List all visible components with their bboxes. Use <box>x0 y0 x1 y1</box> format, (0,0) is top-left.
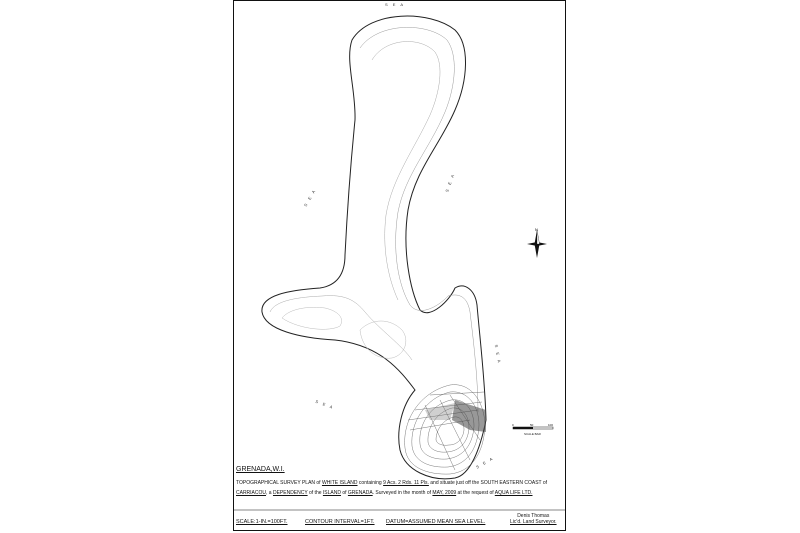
desc-island-word: ISLAND <box>322 490 341 496</box>
desc-text: of the <box>307 490 323 496</box>
desc-text: TOPOGRAPHICAL SURVEY PLAN of <box>236 480 322 486</box>
contour-line <box>372 42 440 300</box>
surveyor-name: Denis Thomas <box>517 513 550 519</box>
footer-datum-text: DATUM=ASSUMED MEAN SEA LEVEL. <box>386 519 486 525</box>
footer-contour <box>305 519 375 525</box>
contour-line <box>360 27 478 412</box>
hill-shading <box>425 403 455 420</box>
desc-text: and situate just off the SOUTH EASTERN COAST of <box>428 480 548 486</box>
surveyor-title: Lic'd. Land Surveyor. <box>510 519 557 525</box>
scale-tick-label: 0 <box>512 423 514 427</box>
sea-label: S E A <box>444 172 456 193</box>
sea-label: S E A <box>475 455 495 470</box>
contour-line <box>360 321 406 358</box>
sea-label: S E A <box>493 344 503 365</box>
footer-scale <box>236 519 288 525</box>
map-title: GRENADA,W.I. <box>236 466 285 473</box>
scale-bar <box>513 427 553 429</box>
desc-client: AQUA LIFE LTD. <box>494 490 533 496</box>
footer-datum <box>386 519 485 525</box>
desc-grenada: GRENADA <box>347 490 373 496</box>
desc-island-name: WHITE ISLAND <box>321 480 358 486</box>
desc-text: , a <box>266 490 273 496</box>
north-label: N <box>535 227 538 232</box>
sea-label: S E A <box>385 2 406 7</box>
contour-line <box>270 296 412 360</box>
desc-dependency: DEPENDENCY <box>272 490 308 496</box>
desc-text: containing <box>357 480 384 486</box>
sea-label: S E A <box>302 187 318 208</box>
desc-carriacou: CARRIACOU <box>236 490 267 496</box>
sea-label: S E A <box>314 398 336 411</box>
north-arrow-icon <box>527 230 547 258</box>
desc-text: of <box>340 490 348 496</box>
desc-month: MAY, 2009 <box>432 490 457 496</box>
survey-description <box>236 478 562 498</box>
footer-scale-text: SCALE:1-IN.=100FT. <box>236 519 288 525</box>
surveyor-block <box>510 513 557 525</box>
footer-contour-text: CONTOUR INTERVAL=1FT. <box>305 519 375 525</box>
contour-line <box>282 307 342 329</box>
scale-tick-label: 100 <box>548 423 554 427</box>
desc-area: 9 Acs. 2 Rds. 11 Pls. <box>383 480 429 486</box>
scale-bar-label: SCALE BAR <box>524 432 541 436</box>
desc-text: . Surveyed in the month of <box>372 490 433 496</box>
desc-text: at the request of <box>456 490 495 496</box>
scale-tick-label: 50 <box>530 423 534 427</box>
